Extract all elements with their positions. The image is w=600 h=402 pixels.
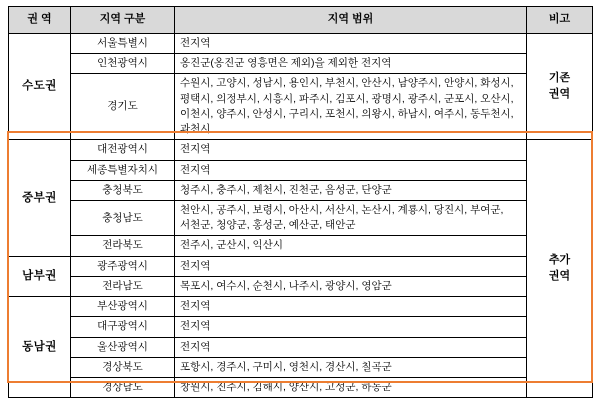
header-cell-gwon: 권 역 [9,7,71,34]
table-row [9,377,593,397]
table-row [9,34,593,54]
scope-cell: 청주시, 충주시, 제천시, 진천군, 음성군, 단양군 [175,180,527,200]
scope-cell: 전지역 [175,337,527,357]
table-row [9,357,593,377]
note-line-2: 권역 [548,87,571,100]
header-cell-note: 비고 [527,7,593,34]
header-row [9,7,593,34]
division-cell: 충청북도 [71,180,175,200]
scope-cell: 전지역 [175,140,527,160]
division-cell: 경상북도 [71,357,175,377]
division-cell: 인천광역시 [71,54,175,74]
table-body [9,34,593,398]
division-cell: 대구광역시 [71,317,175,337]
scope-cell: 옹진군(옹진군 영흥면은 제외)을 제외한 전지역 [175,54,527,74]
division-cell: 충청남도 [71,200,175,235]
table-row [9,140,593,160]
table-row [9,297,593,317]
note-line-2: 권역 [548,269,571,282]
division-cell: 울산광역시 [71,337,175,357]
division-cell: 경상남도 [71,377,175,397]
group-cell-sudogwon: 수도권 [9,34,71,140]
region-table [8,6,593,398]
note-line-1: 기존 [548,71,571,84]
division-cell: 부산광역시 [71,297,175,317]
scope-cell: 전지역 [175,256,527,276]
scope-cell: 천안시, 공주시, 보령시, 아산시, 서산시, 논산시, 계룡시, 당진시, 부여군, 서천군, 청양군, 홍성군, 예산군, 태안군 [175,200,527,235]
scope-cell: 수원시, 고양시, 성남시, 용인시, 부천시, 안산시, 남양주시, 안양시, 화성시, 평택시, 의정부시, 시흥시, 파주시, 김포시, 광명시, 광주시, 군포시, 오산시, 이천시, 양주시, 안성시, 구리시, 포천시, 의왕시, 하남시, 여주시, 동두천시, 과천시 [175,74,527,140]
scope-cell: 창원시, 진주시, 김해시, 양산시, 고성군, 하동군 [175,377,527,397]
header-cell-division: 지역 구분 [71,7,175,34]
table-row [9,256,593,276]
table-row [9,337,593,357]
scope-cell: 전지역 [175,317,527,337]
division-cell: 경기도 [71,74,175,140]
division-cell: 세종특별자치시 [71,160,175,180]
table-row [9,317,593,337]
table-row [9,180,593,200]
note-line-1: 추가 [548,253,571,266]
table-header [9,7,593,34]
scope-cell: 목포시, 여수시, 순천시, 나주시, 광양시, 영암군 [175,276,527,296]
table-row [9,160,593,180]
division-cell: 전라북도 [71,236,175,256]
group-cell-nambugwon: 남부권 [9,256,71,296]
group-cell-dongnamgwon: 동남권 [9,297,71,398]
division-cell: 광주광역시 [71,256,175,276]
header-cell-scope: 지역 범위 [175,7,527,34]
scope-cell: 전지역 [175,34,527,54]
division-cell: 대전광역시 [71,140,175,160]
division-cell: 서울특별시 [71,34,175,54]
note-cell-existing [527,34,593,140]
table-row [9,276,593,296]
note-cell-additional [527,140,593,398]
table-row [9,200,593,235]
table-row [9,54,593,74]
scope-cell: 포항시, 경주시, 구미시, 영천시, 경산시, 칠곡군 [175,357,527,377]
scope-cell: 전지역 [175,160,527,180]
scope-cell: 전주시, 군산시, 익산시 [175,236,527,256]
division-cell: 전라남도 [71,276,175,296]
table-row [9,74,593,140]
scope-cell: 전지역 [175,297,527,317]
table-row [9,236,593,256]
group-cell-jungbugwon: 중부권 [9,140,71,256]
